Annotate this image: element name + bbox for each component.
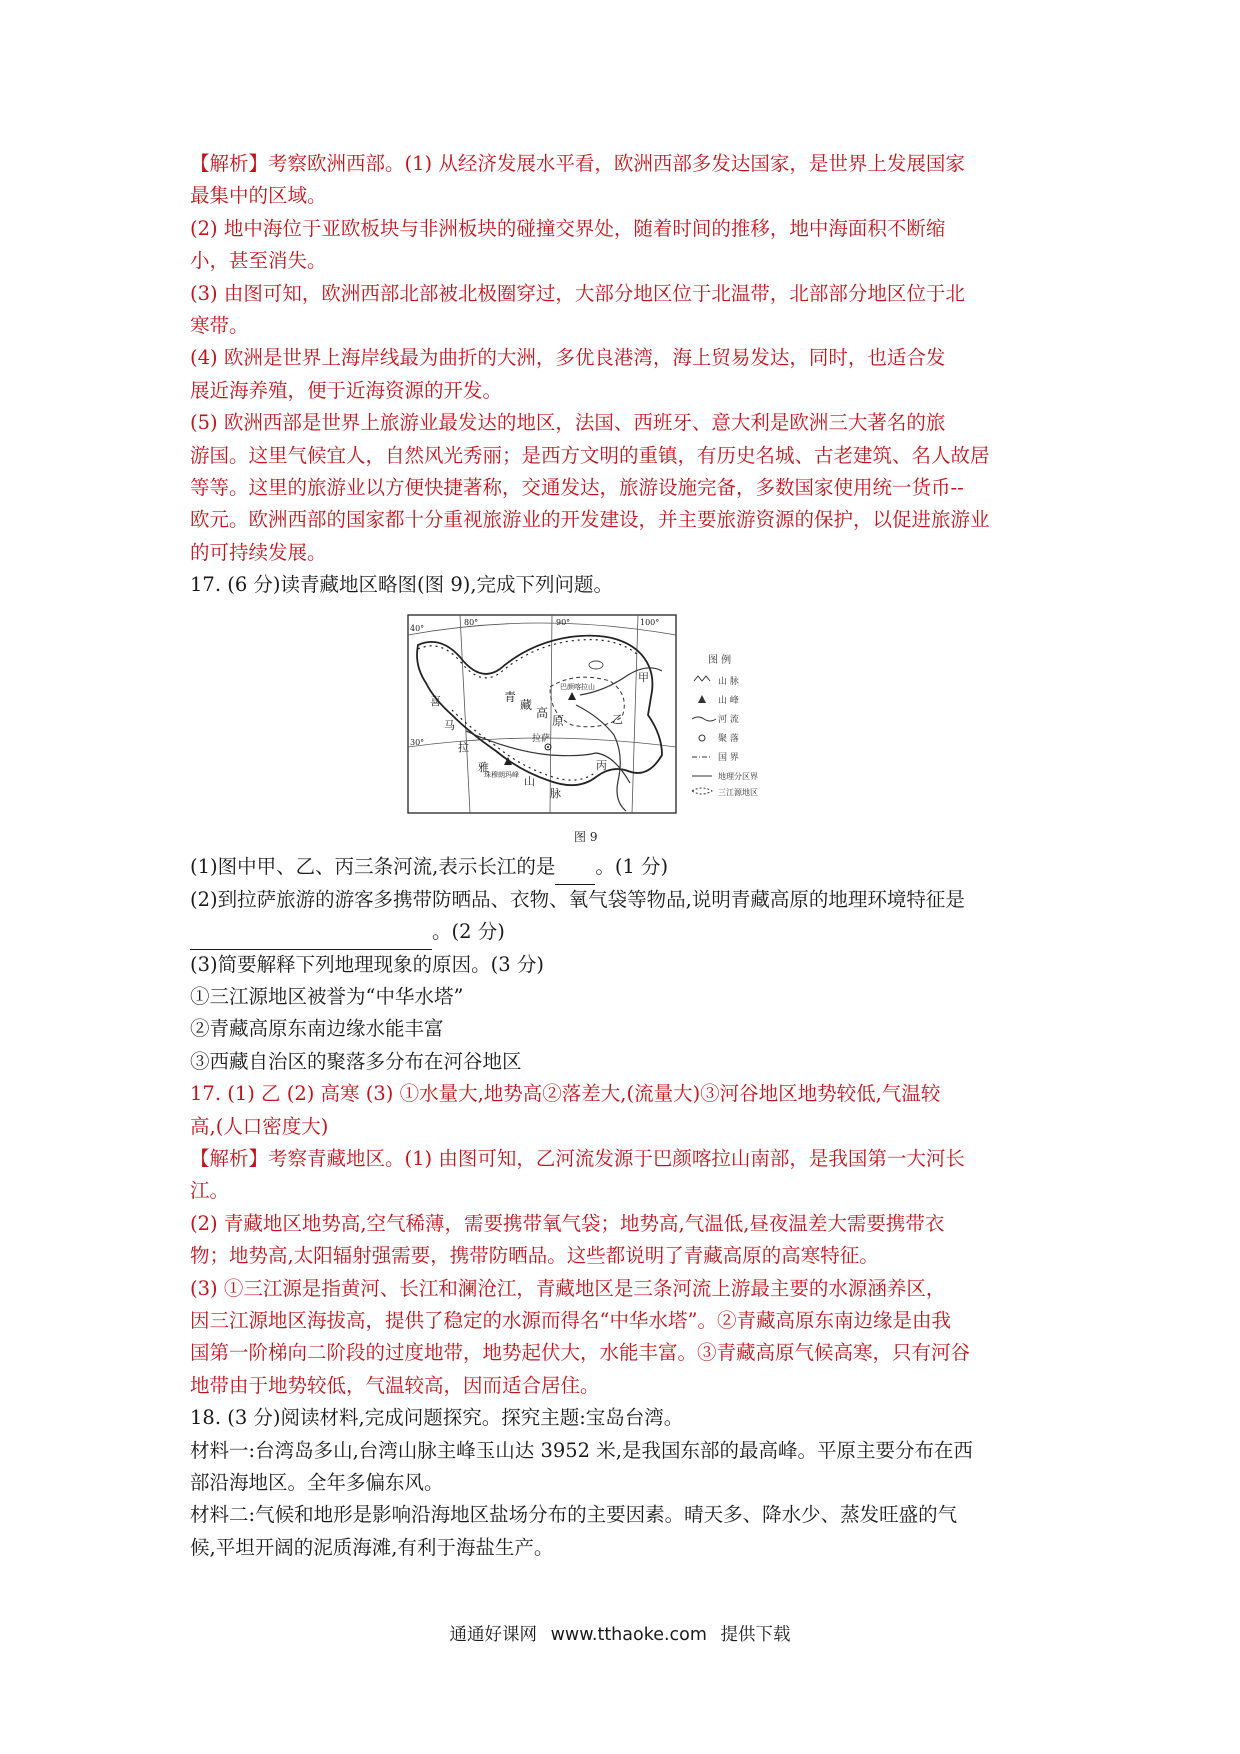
label-shan: 山 bbox=[524, 775, 535, 789]
analysis-line: 物；地势高,太阳辐射强需要，携带防晒品。这些都说明了青藏高原的高寒特征。 bbox=[190, 1244, 879, 1268]
label-lat-40: 40° bbox=[410, 624, 425, 634]
analysis-line: 小，甚至消失。 bbox=[190, 249, 327, 273]
analysis-line: (3) 由图可知，欧洲西部北部被北极圈穿过，大部分地区位于北温带，北部部分地区位于北 bbox=[190, 281, 965, 305]
analysis-line: 等等。这里的旅游业以方便快捷著称，交通发达，旅游设施完备，多数国家使用统一货币-- bbox=[190, 475, 964, 499]
q18-material2-line: 候,平坦开阔的泥质海滩,有利于海盐生产。 bbox=[190, 1535, 554, 1559]
analysis-line: (5) 欧洲西部是世界上旅游业最发达的地区，法国、西班牙、意大利是欧洲三大著名的旅 bbox=[190, 411, 946, 435]
answer-blank bbox=[190, 916, 432, 949]
q17-item1: ①三江源地区被誉为“中华水塔” bbox=[190, 985, 464, 1009]
label-lon-100: 100° bbox=[640, 618, 660, 628]
legend-title: 图 例 bbox=[708, 655, 732, 667]
legend-item: 聚 落 bbox=[718, 734, 739, 745]
label-lhasa: 拉萨 bbox=[532, 734, 551, 745]
legend-item: 河 流 bbox=[718, 715, 739, 726]
page-content bbox=[190, 148, 1058, 1564]
footer-site-name: 通通好课网 bbox=[449, 1625, 537, 1645]
label-xi: 喜 bbox=[430, 695, 441, 709]
analysis-line: 的可持续发展。 bbox=[190, 540, 327, 564]
label-lon-90: 90° bbox=[556, 618, 571, 628]
q17-sub1-score: 。(1 分) bbox=[595, 855, 669, 879]
q18-material1-line: 材料一:台湾岛多山,台湾山脉主峰玉山达 3952 米,是我国东部的最高峰。平原主要分布在西 bbox=[190, 1438, 973, 1462]
legend-item: 三江源地区 bbox=[718, 788, 758, 798]
analysis-line: 【解析】考察欧洲西部。(1) 从经济发展水平看，欧洲西部多发达国家，是世界上发展国家 bbox=[190, 152, 965, 175]
q17-sub1 bbox=[190, 851, 1058, 883]
label-bayankala: 巴颜喀拉山 bbox=[560, 683, 595, 692]
legend-item: 地理分区界 bbox=[718, 772, 758, 782]
answer-blank bbox=[555, 851, 595, 884]
analysis-line: 因三江源地区海拔高，提供了稳定的水源而得名“中华水塔”。②青藏高原东南边缘是由我 bbox=[190, 1308, 951, 1332]
analysis-line: 江。 bbox=[190, 1179, 230, 1203]
legend-item: 山 脉 bbox=[718, 677, 739, 688]
label-lat-30: 30° bbox=[410, 738, 425, 748]
q18-material1-line: 部沿海地区。全年多偏东风。 bbox=[190, 1470, 444, 1494]
answer-line: 17. (1) 乙 (2) 高寒 (3) ①水量大,地势高②落差大,(流量大)③河谷地区地势较低,气温较 bbox=[190, 1082, 941, 1106]
analysis-line: 【解析】考察青藏地区。(1) 由图可知，乙河流发源于巴颜喀拉山南部，是我国第一大河长 bbox=[190, 1146, 965, 1170]
figure-9 bbox=[190, 601, 1058, 851]
q18-stem: 18. (3 分)阅读材料,完成问题探究。探究主题:宝岛台湾。 bbox=[190, 1406, 684, 1430]
label-lon-80: 80° bbox=[464, 618, 479, 628]
footer-url: www.tthaoke.com bbox=[550, 1625, 707, 1645]
analysis-line: (2) 地中海位于亚欧板块与非洲板块的碰撞交界处，随着时间的推移，地中海面积不断缩 bbox=[190, 216, 946, 240]
q17-stem: 17. (6 分)读青藏地区略图(图 9),完成下列问题。 bbox=[190, 573, 614, 597]
page-footer bbox=[0, 1621, 1240, 1646]
label-qing: 青 bbox=[504, 690, 517, 705]
analysis-line: (2) 青藏地区地势高,空气稀薄，需要携带氧气袋；地势高,气温低,昼夜温差大需要携带衣 bbox=[190, 1211, 945, 1235]
analysis-line: 展近海养殖，便于近海资源的开发。 bbox=[190, 378, 503, 402]
analysis-line: (4) 欧洲是世界上海岸线最为曲折的大洲，多优良港湾，海上贸易发达，同时，也适合发 bbox=[190, 346, 946, 370]
label-la: 拉 bbox=[458, 741, 469, 755]
q17-analysis bbox=[190, 1143, 1058, 1402]
footer-suffix: 提供下载 bbox=[720, 1625, 791, 1645]
label-ya: 雅 bbox=[478, 761, 489, 775]
q17-sub1-text: (1)图中甲、乙、丙三条河流,表示长江的是 bbox=[190, 855, 556, 879]
analysis-line: 地带由于地势较低，气温较高，因而适合居住。 bbox=[190, 1373, 600, 1397]
q17-sub3: (3)简要解释下列地理现象的原因。(3 分) bbox=[190, 952, 544, 976]
label-ma: 马 bbox=[444, 719, 455, 733]
label-gao: 高 bbox=[536, 706, 549, 721]
label-zang: 藏 bbox=[520, 698, 533, 713]
q17-item2: ②青藏高原东南边缘水能丰富 bbox=[190, 1017, 444, 1041]
label-yuan: 原 bbox=[552, 714, 565, 729]
q17-sub2-score: 。(2 分) bbox=[432, 920, 505, 944]
q16-analysis bbox=[190, 148, 1058, 569]
q17-sub2-line1: (2)到拉萨旅游的游客多携带防晒品、衣物、氧气袋等物品,说明青藏高原的地理环境特征是 bbox=[190, 887, 965, 911]
analysis-line: 游国。这里气候宜人，自然风光秀丽；是西方文明的重镇，有历史名城、古老建筑、名人故居 bbox=[190, 443, 990, 467]
label-yi: 乙 bbox=[612, 713, 623, 727]
q17-item3: ③西藏自治区的聚落多分布在河谷地区 bbox=[190, 1049, 522, 1073]
label-mai: 脉 bbox=[550, 787, 561, 801]
legend-item: 国 界 bbox=[718, 753, 739, 764]
analysis-line: 寒带。 bbox=[190, 313, 249, 337]
label-jia: 甲 bbox=[638, 671, 649, 685]
figure-caption: 图 9 bbox=[574, 830, 598, 845]
q17-sub2-line2 bbox=[190, 916, 1058, 948]
label-bing: 丙 bbox=[596, 759, 607, 773]
analysis-line: 国第一阶梯向二阶段的过度地带，地势起伏大，水能丰富。③青藏高原气候高寒，只有河谷 bbox=[190, 1341, 971, 1365]
analysis-line: 最集中的区域。 bbox=[190, 184, 327, 208]
analysis-line: 欧元。欧洲西部的国家都十分重视旅游业的开发建设，并主要旅游资源的保护，以促进旅游业 bbox=[190, 508, 990, 532]
qinghai-tibet-map bbox=[400, 605, 846, 849]
legend-item: 山 峰 bbox=[718, 696, 739, 707]
q17-answer bbox=[190, 1078, 1058, 1143]
answer-line: 高,(人口密度大) bbox=[190, 1114, 329, 1138]
analysis-line: (3) ①三江源是指黄河、长江和澜沧江，青藏地区是三条河流上游最主要的水源涵养区， bbox=[190, 1276, 946, 1300]
q18-material2-line: 材料二:气候和地形是影响沿海地区盐场分布的主要因素。晴天多、降水少、蒸发旺盛的气 bbox=[190, 1503, 958, 1527]
label-everest: 珠穆朗玛峰 bbox=[484, 771, 519, 780]
